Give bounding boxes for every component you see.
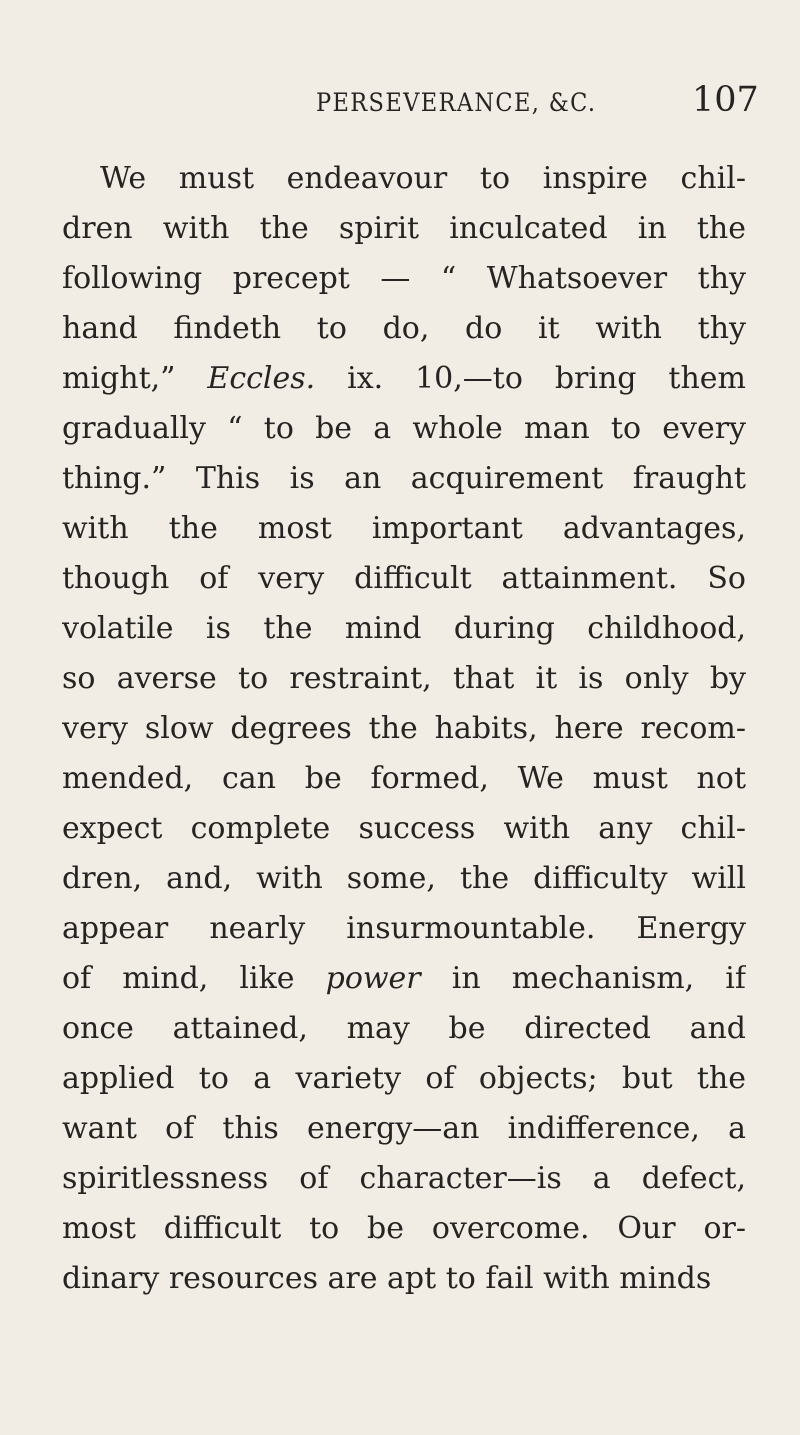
text-line: so averse to restraint, that it is only by [62,661,746,696]
text-line: spiritlessness of character—is a defect, [62,1161,746,1196]
text-run: might,” [62,361,208,396]
italic-word: power [325,961,421,996]
text-line: thing.” This is an acquirement fraught [62,461,746,496]
text-line: very slow degrees the habits, here recom- [62,711,746,746]
text-line: following precept — “ Whatsoever thy [62,261,746,296]
text-line: appear nearly insurmountable. Energy [62,911,746,946]
text-line: hand findeth to do, do it with thy [62,311,746,346]
page-number: 107 [692,80,759,120]
text-line: dren with the spirit inculcated in the [62,211,746,246]
text-run: in mechanism, if [420,961,746,996]
text-line: We must endeavour to inspire chil- [100,161,746,196]
text-line: most difficult to be overcome. Our or- [62,1211,746,1246]
text-line [62,955,746,1003]
text-line [62,355,746,403]
text-line: with the most important advantages, [62,511,746,546]
text-line: volatile is the mind during childhood, [62,611,746,646]
text-line: dren, and, with some, the difficulty will [62,861,746,896]
text-line: though of very difficult attainment. So [62,561,746,596]
running-head [0,80,800,136]
text-line: once attained, may be directed and [62,1011,746,1046]
text-line: expect complete success with any chil- [62,811,746,846]
text-line: mended, can be formed, We must not [62,761,746,796]
running-title: PERSEVERANCE, &C. [316,88,597,117]
text-line: want of this energy—an indifference, a [62,1111,746,1146]
text-line: applied to a variety of objects; but the [62,1061,746,1096]
text-run: of mind, like [62,961,326,996]
text-line: dinary resources are apt to fail with minds [62,1261,712,1296]
text-line: gradually “ to be a whole man to every [62,411,746,446]
italic-reference: Eccles. [207,361,316,396]
text-run: ix. 10,—to bring them [315,361,746,396]
